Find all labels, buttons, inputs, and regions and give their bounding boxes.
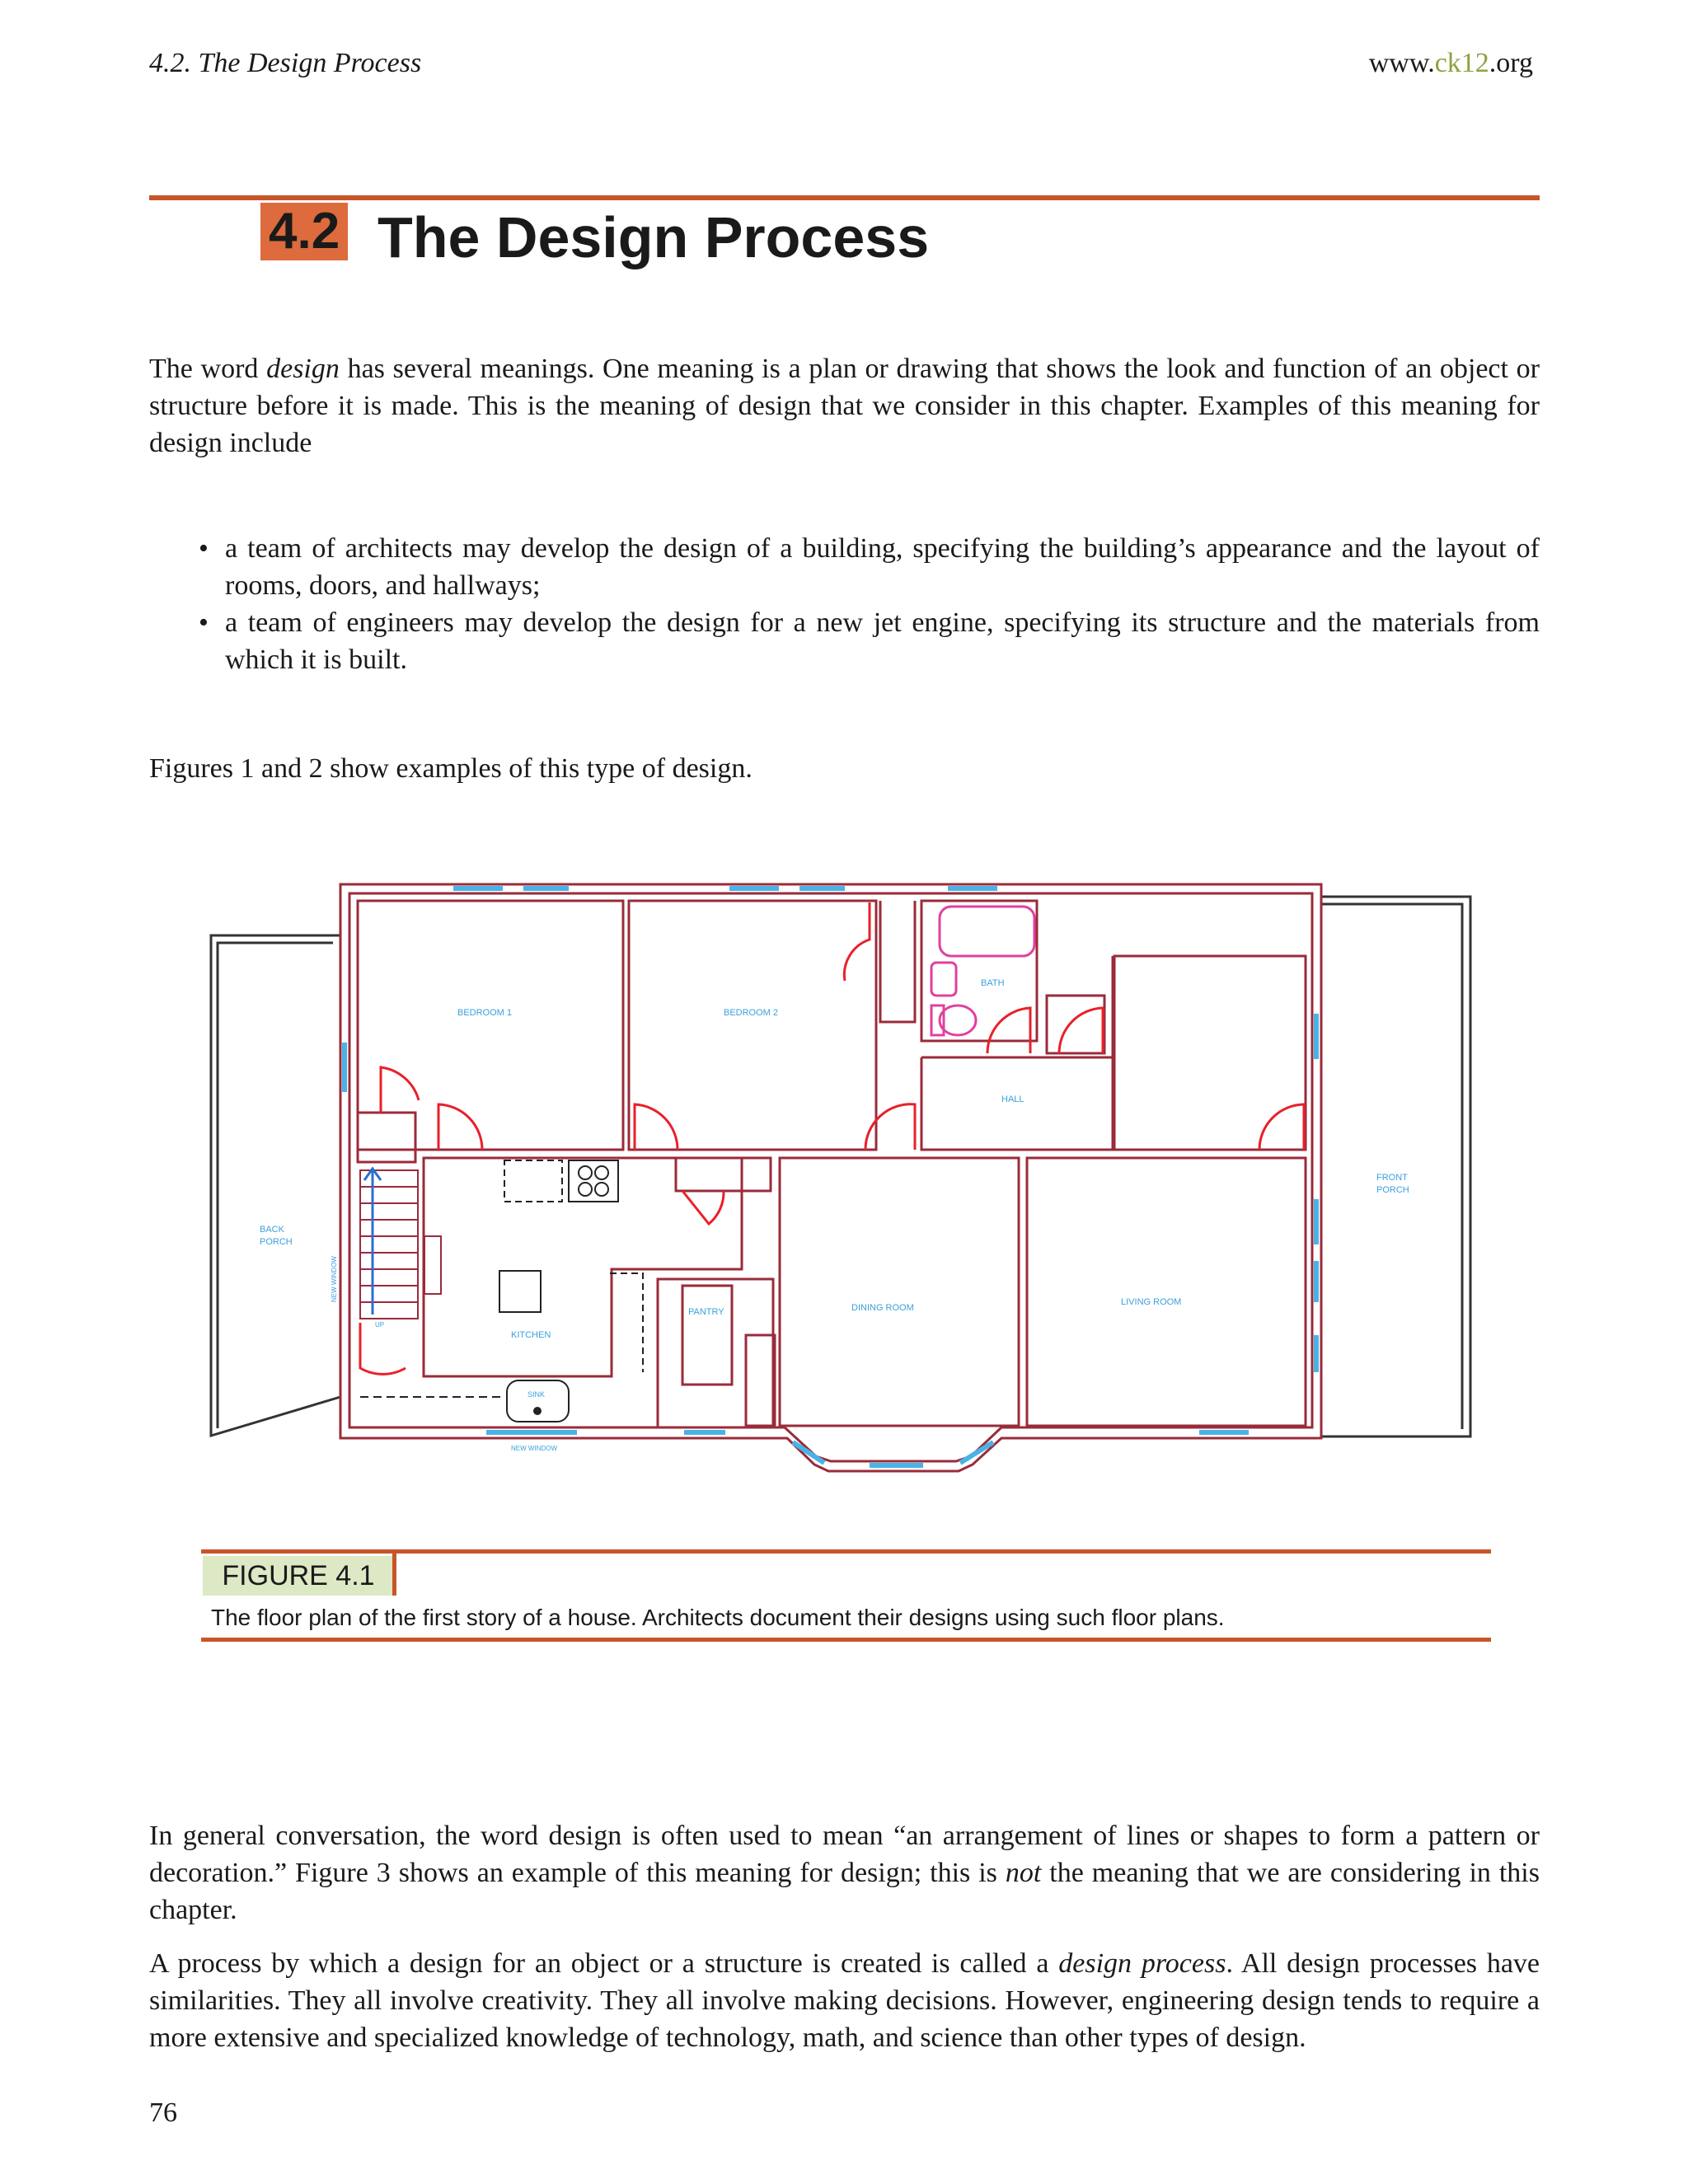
pantry-walls: [658, 1279, 773, 1427]
bullet-dot: •: [199, 607, 209, 638]
interior-walls: [358, 901, 1306, 1427]
caption-divider: [392, 1552, 396, 1596]
page-number: 76: [149, 2097, 177, 2128]
emphasis-design: design: [266, 354, 340, 384]
paragraph-design-process: A process by which a design for an object or a structure is created is called a design process. All design processes have similarities. They all involve creativity. They all involve making decisions. However, engineering design tends to require a more extensive and specialized knowledge of technology, math, and science than other types of design.: [149, 1948, 1540, 2053]
front-room-walls: [1114, 956, 1306, 1150]
label-front-porch-1: FRONT: [1376, 1173, 1408, 1183]
running-header-chapter: 4.2. The Design Process: [149, 48, 422, 78]
label-living-room: LIVING ROOM: [1121, 1297, 1182, 1307]
site-brand: ck12: [1434, 48, 1489, 78]
windows: [345, 888, 1316, 1465]
bedroom2-walls: [629, 901, 876, 1150]
intro-paragraph: The word design has several meanings. One meaning is a plan or drawing that shows the look and function of an object or structure before it is made. This is the meaning of design that we consider in this chapter. Examples of this meaning for design include: [149, 354, 1540, 458]
section-title: The Design Process: [377, 205, 930, 269]
site-suffix: .org: [1489, 48, 1533, 78]
caption-rule-bottom: [201, 1638, 1491, 1642]
running-header-site: [1369, 48, 1533, 79]
section-number: 4.2: [260, 203, 348, 260]
site-prefix: www.: [1368, 48, 1435, 78]
floor-plan-figure: [201, 869, 1487, 1504]
bullet-list: [149, 530, 1540, 678]
kitchen-fixtures: [360, 1160, 643, 1422]
label-back-porch-2: PORCH: [260, 1237, 293, 1247]
bullet-item: • a team of engineers may develop the design for a new jet engine, specifying its structure and the materials from which it is built.: [149, 604, 1540, 678]
label-sink: SINK: [528, 1390, 546, 1399]
label-hall: HALL: [1001, 1094, 1025, 1104]
emphasis-design-process: design process: [1058, 1948, 1226, 1979]
back-porch: [211, 935, 340, 1436]
bullet-dot: •: [199, 533, 209, 564]
bath-fixtures: [931, 907, 1034, 1035]
section-rule: [149, 195, 1540, 200]
label-new-window-side: NEW WINDOW: [331, 1256, 338, 1302]
label-bath: BATH: [981, 978, 1005, 988]
figure-caption-text: The floor plan of the first story of a house. Architects document their designs using such floor plans.: [211, 1605, 1225, 1630]
bullet-item: • a team of architects may develop the design of a building, specifying the building’s appearance and the layout of rooms, doors, and hallways;: [149, 530, 1540, 604]
label-bedroom1: BEDROOM 1: [457, 1008, 513, 1018]
front-porch: [1321, 897, 1470, 1436]
paragraph-decoration-meaning: In general conversation, the word design is often used to mean “an arrangement of lines or shapes to form a pattern or decoration.” Figure 3 shows an example of this meaning for design; this is not the meaning that we are considering in this chapter.: [149, 1821, 1540, 1925]
label-back-porch-1: BACK: [260, 1225, 284, 1235]
figures-intro: Figures 1 and 2 show examples of this type of design.: [149, 753, 753, 784]
exterior-walls: [340, 884, 1321, 1471]
emphasis-not: not: [1005, 1858, 1042, 1888]
label-front-porch-2: PORCH: [1376, 1185, 1409, 1195]
label-pantry: PANTRY: [688, 1307, 724, 1317]
label-up: UP: [375, 1321, 385, 1329]
figure-label: FIGURE 4.1: [203, 1556, 394, 1596]
label-bedroom2: BEDROOM 2: [724, 1008, 779, 1018]
label-kitchen: KITCHEN: [511, 1330, 551, 1340]
label-dining-room: DINING ROOM: [851, 1303, 914, 1313]
label-new-window-bottom: NEW WINDOW: [511, 1445, 557, 1452]
living-walls: [1027, 1158, 1306, 1426]
dining-walls: [780, 1158, 1019, 1426]
stair-arrow-icon: [364, 1169, 381, 1315]
